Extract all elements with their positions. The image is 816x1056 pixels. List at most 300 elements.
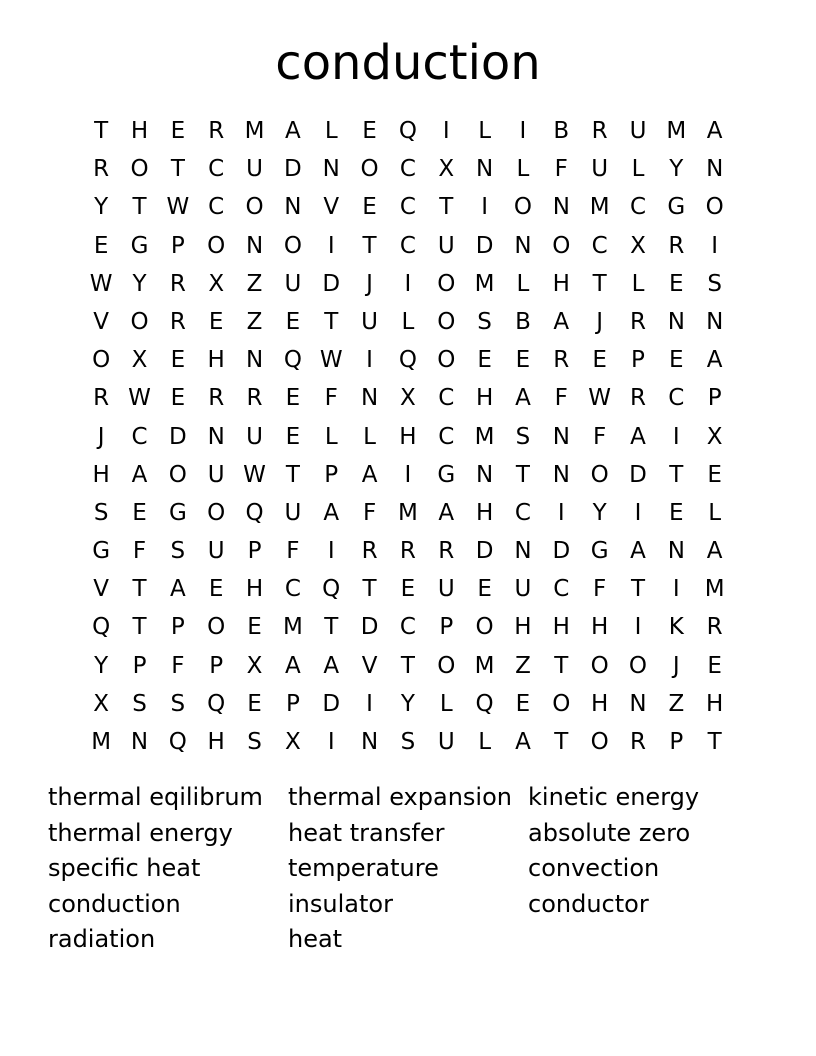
grid-cell[interactable]: H: [590, 690, 609, 717]
grid-cell[interactable]: P: [439, 614, 454, 641]
grid-cell[interactable]: Q: [245, 499, 264, 526]
grid-cell[interactable]: O: [207, 614, 226, 641]
grid-cell[interactable]: C: [399, 156, 416, 183]
grid-cell[interactable]: R: [553, 347, 570, 374]
grid-cell[interactable]: W: [166, 194, 190, 221]
grid-cell[interactable]: U: [629, 118, 647, 144]
grid-cell[interactable]: O: [437, 652, 456, 679]
grid-cell[interactable]: R: [438, 538, 455, 565]
grid-cell[interactable]: T: [707, 729, 722, 755]
grid-cell[interactable]: A: [361, 461, 378, 488]
grid-cell[interactable]: F: [286, 538, 300, 565]
grid-cell[interactable]: L: [478, 118, 492, 144]
grid-cell[interactable]: S: [132, 690, 147, 717]
grid-cell[interactable]: L: [516, 270, 530, 297]
grid-cell[interactable]: I: [442, 118, 450, 144]
word-bank-item: absolute zero: [528, 818, 691, 847]
grid-cell[interactable]: N: [360, 729, 379, 755]
grid-cell[interactable]: E: [669, 347, 684, 374]
grid-cell[interactable]: S: [515, 423, 531, 450]
grid-cell[interactable]: C: [438, 385, 455, 412]
grid-cell[interactable]: H: [590, 614, 609, 641]
grid-cell[interactable]: E: [285, 308, 301, 335]
grid-cell[interactable]: T: [515, 461, 530, 488]
grid-cell[interactable]: O: [207, 232, 226, 259]
grid-cell[interactable]: N: [514, 232, 532, 259]
grid-cell[interactable]: I: [404, 461, 412, 488]
grid-cell[interactable]: N: [629, 690, 647, 717]
grid-cell[interactable]: T: [324, 308, 339, 335]
grid-cell[interactable]: U: [246, 423, 263, 450]
grid-cell[interactable]: O: [705, 194, 724, 221]
grid-cell[interactable]: A: [131, 461, 148, 488]
grid-cell[interactable]: H: [207, 347, 225, 374]
grid-cell[interactable]: Z: [668, 690, 685, 717]
grid-cell[interactable]: U: [437, 729, 455, 755]
grid-cell[interactable]: I: [327, 538, 335, 565]
grid-cell[interactable]: M: [474, 423, 495, 450]
grid-cell[interactable]: R: [668, 232, 685, 259]
grid-cell[interactable]: U: [284, 499, 302, 526]
grid-cell[interactable]: Z: [246, 270, 263, 297]
grid-cell[interactable]: X: [706, 423, 723, 450]
grid-cell[interactable]: L: [439, 690, 453, 717]
grid-cell[interactable]: U: [591, 156, 609, 183]
grid-cell[interactable]: T: [669, 461, 684, 488]
grid-cell[interactable]: T: [362, 232, 377, 259]
grid-cell[interactable]: R: [93, 385, 110, 412]
grid-cell[interactable]: C: [284, 576, 301, 603]
grid-cell[interactable]: R: [208, 118, 225, 144]
grid-cell[interactable]: C: [399, 614, 416, 641]
grid-cell[interactable]: T: [554, 652, 569, 679]
grid-cell[interactable]: O: [130, 308, 149, 335]
grid-cell[interactable]: D: [552, 538, 571, 565]
grid-cell[interactable]: S: [170, 690, 186, 717]
grid-cell[interactable]: E: [208, 576, 224, 603]
grid-cell[interactable]: R: [629, 385, 646, 412]
grid-cell[interactable]: T: [400, 652, 415, 679]
grid-cell[interactable]: C: [438, 423, 455, 450]
grid-cell[interactable]: N: [130, 729, 149, 755]
grid-cell[interactable]: N: [360, 385, 379, 412]
grid-cell[interactable]: T: [132, 576, 147, 603]
grid-cell[interactable]: I: [711, 232, 719, 259]
grid-cell[interactable]: Y: [94, 194, 109, 221]
grid-cell[interactable]: C: [208, 194, 225, 221]
grid-cell[interactable]: C: [399, 232, 416, 259]
grid-cell[interactable]: D: [169, 423, 187, 450]
grid-cell[interactable]: O: [590, 461, 609, 488]
grid-cell[interactable]: O: [168, 461, 187, 488]
grid-cell[interactable]: T: [132, 614, 147, 641]
grid-cell[interactable]: G: [437, 461, 456, 488]
grid-cell[interactable]: N: [284, 194, 302, 221]
grid-cell[interactable]: U: [514, 576, 532, 603]
grid-cell[interactable]: X: [131, 347, 148, 374]
grid-cell[interactable]: P: [170, 232, 185, 259]
grid-cell[interactable]: J: [672, 652, 680, 679]
grid-cell[interactable]: D: [284, 156, 302, 183]
grid-cell[interactable]: G: [168, 499, 187, 526]
grid-cell[interactable]: F: [171, 652, 185, 679]
grid-cell[interactable]: J: [97, 423, 105, 450]
grid-cell[interactable]: E: [669, 270, 684, 297]
grid-cell[interactable]: O: [437, 270, 456, 297]
grid-cell[interactable]: E: [592, 347, 607, 374]
grid-cell[interactable]: M: [474, 270, 495, 297]
grid-cell[interactable]: E: [515, 347, 531, 374]
grid-cell[interactable]: U: [437, 576, 455, 603]
grid-cell[interactable]: X: [630, 232, 646, 259]
grid-cell[interactable]: C: [208, 156, 225, 183]
grid-cell[interactable]: M: [666, 118, 687, 144]
grid-cell[interactable]: O: [552, 232, 571, 259]
grid-cell[interactable]: R: [629, 308, 646, 335]
grid-cell[interactable]: N: [552, 194, 570, 221]
grid-cell[interactable]: M: [282, 614, 303, 641]
grid-cell[interactable]: S: [93, 499, 109, 526]
grid-cell[interactable]: O: [590, 652, 609, 679]
grid-cell[interactable]: E: [477, 347, 492, 374]
grid-cell[interactable]: M: [397, 499, 418, 526]
word-bank-item: kinetic energy: [528, 783, 700, 811]
grid-cell[interactable]: M: [474, 652, 495, 679]
grid-cell[interactable]: S: [247, 729, 262, 755]
grid-cell[interactable]: N: [245, 347, 264, 374]
grid-cell[interactable]: R: [591, 118, 608, 144]
grid-cell[interactable]: F: [554, 385, 568, 412]
grid-cell[interactable]: E: [285, 385, 301, 412]
grid-cell[interactable]: I: [327, 232, 335, 259]
grid-cell[interactable]: L: [401, 308, 415, 335]
grid-cell[interactable]: A: [706, 538, 723, 565]
grid-cell[interactable]: L: [478, 729, 492, 755]
grid-cell[interactable]: D: [360, 614, 379, 641]
grid-cell[interactable]: L: [516, 156, 530, 183]
grid-cell[interactable]: N: [514, 538, 532, 565]
grid-cell[interactable]: D: [475, 232, 494, 259]
grid-cell[interactable]: I: [557, 499, 565, 526]
grid-cell[interactable]: X: [400, 385, 416, 412]
grid-cell[interactable]: X: [208, 270, 225, 297]
grid-cell[interactable]: N: [667, 308, 685, 335]
grid-cell[interactable]: W: [319, 347, 343, 374]
grid-cell[interactable]: Y: [592, 499, 607, 526]
grid-cell[interactable]: D: [322, 690, 341, 717]
grid-cell[interactable]: G: [130, 232, 149, 259]
grid-cell[interactable]: T: [554, 729, 569, 755]
grid-cell[interactable]: T: [592, 270, 607, 297]
grid-cell[interactable]: H: [552, 270, 570, 297]
grid-cell[interactable]: O: [283, 232, 302, 259]
grid-cell[interactable]: R: [93, 156, 110, 183]
grid-cell[interactable]: Q: [168, 729, 187, 755]
grid-cell[interactable]: N: [207, 423, 225, 450]
grid-cell[interactable]: P: [170, 614, 185, 641]
word-bank-item: thermal energy: [48, 818, 233, 847]
grid-cell[interactable]: U: [437, 232, 455, 259]
grid-cell[interactable]: O: [513, 194, 532, 221]
grid-cell[interactable]: K: [668, 614, 684, 641]
grid-cell[interactable]: L: [363, 423, 376, 450]
grid-cell[interactable]: H: [475, 385, 494, 412]
grid-cell[interactable]: F: [132, 538, 147, 565]
grid-cell[interactable]: R: [706, 614, 723, 641]
word-bank-item: radiation: [48, 925, 156, 954]
grid-cell[interactable]: P: [324, 461, 339, 488]
grid-cell[interactable]: R: [361, 538, 378, 565]
grid-cell[interactable]: A: [630, 538, 646, 565]
grid-cell[interactable]: N: [706, 156, 724, 183]
grid-cell[interactable]: J: [596, 308, 604, 335]
grid-cell[interactable]: R: [399, 538, 416, 565]
grid-cell[interactable]: F: [362, 499, 377, 526]
grid-cell[interactable]: E: [400, 576, 416, 603]
word-bank-item: heat: [288, 925, 343, 954]
word-bank-item: insulator: [288, 889, 393, 918]
grid-cell[interactable]: R: [629, 729, 646, 755]
grid-cell[interactable]: I: [672, 423, 680, 450]
grid-cell[interactable]: P: [247, 538, 262, 565]
word-bank-item: thermal eqilibrum: [48, 783, 263, 811]
grid-cell[interactable]: O: [360, 156, 379, 183]
grid-cell[interactable]: T: [630, 576, 646, 603]
grid-cell[interactable]: E: [170, 347, 186, 374]
grid-cell[interactable]: E: [247, 690, 262, 717]
grid-cell[interactable]: E: [93, 232, 109, 259]
page-title: conduction: [275, 35, 541, 91]
grid-cell[interactable]: U: [361, 308, 378, 335]
grid-cell[interactable]: E: [170, 118, 186, 144]
grid-cell[interactable]: Q: [322, 576, 341, 603]
grid-cell[interactable]: F: [593, 423, 607, 450]
grid-cell[interactable]: E: [515, 690, 531, 717]
grid-cell[interactable]: W: [588, 385, 612, 412]
grid-cell[interactable]: A: [706, 347, 723, 374]
grid-cell[interactable]: R: [169, 308, 186, 335]
grid-cell[interactable]: T: [362, 576, 377, 603]
grid-cell[interactable]: S: [170, 538, 186, 565]
grid-cell[interactable]: O: [130, 156, 149, 183]
grid-cell[interactable]: O: [92, 347, 111, 374]
grid-cell[interactable]: Q: [398, 118, 417, 144]
grid-cell[interactable]: B: [515, 308, 531, 335]
grid-cell[interactable]: H: [130, 118, 149, 144]
grid-cell[interactable]: E: [170, 385, 186, 412]
grid-cell[interactable]: X: [285, 729, 301, 755]
grid-cell[interactable]: O: [590, 729, 609, 755]
grid-cell[interactable]: A: [285, 652, 301, 679]
grid-cell[interactable]: Z: [515, 652, 531, 679]
grid-cell[interactable]: F: [593, 576, 607, 603]
grid-cell[interactable]: E: [362, 118, 377, 144]
grid-cell[interactable]: E: [707, 461, 722, 488]
grid-cell[interactable]: S: [477, 308, 492, 335]
grid-cell[interactable]: C: [553, 576, 570, 603]
grid-cell[interactable]: T: [439, 194, 454, 221]
grid-cell[interactable]: Q: [207, 690, 226, 717]
grid-cell[interactable]: R: [246, 385, 263, 412]
grid-cell[interactable]: O: [475, 614, 494, 641]
grid-cell[interactable]: P: [209, 652, 224, 679]
grid-cell[interactable]: X: [438, 156, 455, 183]
grid-cell[interactable]: I: [481, 194, 488, 221]
grid-cell[interactable]: A: [515, 385, 531, 412]
grid-cell[interactable]: W: [89, 270, 113, 297]
grid-cell[interactable]: H: [706, 690, 724, 717]
grid-cell[interactable]: T: [170, 156, 185, 183]
grid-cell[interactable]: N: [706, 308, 724, 335]
grid-cell[interactable]: A: [323, 652, 340, 679]
grid-cell[interactable]: H: [245, 576, 264, 603]
grid-cell[interactable]: V: [361, 652, 378, 679]
grid-cell[interactable]: E: [285, 423, 301, 450]
grid-cell[interactable]: M: [91, 729, 112, 755]
grid-cell[interactable]: T: [285, 461, 300, 488]
grid-cell[interactable]: W: [128, 385, 151, 412]
grid-cell[interactable]: T: [324, 614, 339, 641]
grid-cell[interactable]: S: [400, 729, 416, 755]
grid-cell[interactable]: H: [207, 729, 225, 755]
grid-cell[interactable]: V: [93, 308, 110, 335]
grid-cell[interactable]: E: [477, 576, 492, 603]
grid-cell[interactable]: P: [631, 347, 645, 374]
grid-cell[interactable]: D: [629, 461, 647, 488]
grid-cell[interactable]: I: [366, 347, 373, 374]
grid-cell[interactable]: N: [322, 156, 340, 183]
grid-cell[interactable]: M: [589, 194, 610, 221]
grid-cell[interactable]: N: [667, 538, 685, 565]
word-bank-item: thermal expansion: [288, 783, 512, 811]
word-bank-item: conduction: [48, 889, 181, 918]
grid-cell[interactable]: H: [399, 423, 417, 450]
grid-cell[interactable]: O: [552, 690, 571, 717]
grid-cell[interactable]: Z: [246, 308, 263, 335]
grid-cell[interactable]: P: [285, 690, 300, 717]
grid-cell[interactable]: A: [630, 423, 646, 450]
grid-cell[interactable]: S: [707, 270, 722, 297]
grid-cell[interactable]: Y: [132, 270, 147, 297]
grid-cell[interactable]: P: [707, 385, 722, 412]
grid-cell[interactable]: U: [246, 156, 263, 183]
grid-cell[interactable]: Q: [398, 347, 417, 374]
grid-cell[interactable]: D: [322, 270, 341, 297]
grid-cell[interactable]: H: [475, 499, 494, 526]
grid-cell[interactable]: O: [437, 347, 456, 374]
grid-cell[interactable]: E: [132, 499, 147, 526]
grid-cell[interactable]: E: [362, 194, 377, 221]
grid-cell[interactable]: M: [704, 576, 725, 603]
grid-cell[interactable]: G: [667, 194, 686, 221]
grid-cell[interactable]: L: [631, 270, 645, 297]
grid-cell[interactable]: H: [552, 614, 570, 641]
grid-cell[interactable]: A: [169, 576, 186, 603]
grid-cell[interactable]: W: [243, 461, 266, 488]
grid-cell[interactable]: I: [404, 270, 412, 297]
grid-cell[interactable]: T: [132, 194, 147, 221]
grid-cell[interactable]: C: [514, 499, 531, 526]
grid-cell[interactable]: A: [515, 729, 531, 755]
grid-cell[interactable]: L: [708, 499, 722, 526]
grid-cell[interactable]: Q: [92, 614, 111, 641]
grid-cell[interactable]: Q: [475, 690, 494, 717]
grid-cell[interactable]: A: [438, 499, 455, 526]
grid-cell[interactable]: E: [669, 499, 684, 526]
grid-cell[interactable]: P: [132, 652, 147, 679]
grid-cell[interactable]: B: [553, 118, 570, 144]
grid-cell[interactable]: I: [519, 118, 527, 144]
grid-cell[interactable]: N: [476, 461, 494, 488]
grid-cell[interactable]: R: [208, 385, 225, 412]
grid-cell[interactable]: E: [208, 308, 224, 335]
grid-cell[interactable]: A: [553, 308, 570, 335]
grid-cell[interactable]: F: [554, 156, 568, 183]
grid-cell[interactable]: T: [94, 118, 109, 144]
word-bank-item: convection: [528, 854, 660, 883]
grid-cell[interactable]: F: [324, 385, 338, 412]
grid-cell[interactable]: C: [399, 194, 416, 221]
grid-cell[interactable]: P: [669, 729, 684, 755]
grid-cell[interactable]: I: [366, 690, 373, 717]
grid-cell[interactable]: L: [324, 423, 338, 450]
grid-cell[interactable]: U: [207, 461, 225, 488]
grid-cell[interactable]: J: [366, 270, 373, 297]
grid-cell[interactable]: V: [93, 576, 110, 603]
grid-cell[interactable]: G: [92, 538, 111, 565]
grid-cell[interactable]: X: [93, 690, 110, 717]
grid-cell[interactable]: Y: [400, 690, 415, 717]
grid-cell[interactable]: C: [668, 385, 685, 412]
grid-cell[interactable]: H: [514, 614, 532, 641]
grid-cell[interactable]: D: [475, 538, 494, 565]
grid-cell[interactable]: I: [327, 729, 335, 755]
grid-cell[interactable]: O: [245, 194, 264, 221]
grid-cell[interactable]: C: [629, 194, 647, 221]
grid-cell[interactable]: O: [437, 308, 456, 335]
grid-cell[interactable]: I: [672, 576, 680, 603]
grid-cell[interactable]: Q: [283, 347, 302, 374]
grid-cell[interactable]: C: [591, 232, 608, 259]
grid-cell[interactable]: N: [245, 232, 264, 259]
grid-cell[interactable]: N: [476, 156, 494, 183]
grid-cell[interactable]: X: [246, 652, 263, 679]
grid-cell[interactable]: E: [707, 652, 722, 679]
grid-cell[interactable]: R: [169, 270, 186, 297]
grid-cell[interactable]: U: [207, 538, 225, 565]
grid-cell[interactable]: L: [324, 118, 338, 144]
grid-cell[interactable]: M: [244, 118, 265, 144]
grid-cell[interactable]: I: [634, 499, 642, 526]
grid-cell[interactable]: N: [552, 423, 570, 450]
grid-cell[interactable]: H: [92, 461, 110, 488]
grid-cell[interactable]: N: [552, 461, 570, 488]
grid-cell[interactable]: O: [628, 652, 648, 679]
grid-cell[interactable]: O: [207, 499, 226, 526]
grid-cell[interactable]: Y: [669, 156, 684, 183]
grid-cell[interactable]: C: [131, 423, 148, 450]
grid-cell[interactable]: Y: [94, 652, 109, 679]
grid-cell[interactable]: U: [284, 270, 302, 297]
grid-cell[interactable]: I: [634, 614, 642, 641]
grid-cell[interactable]: A: [706, 118, 723, 144]
grid-cell[interactable]: G: [590, 538, 609, 565]
grid-cell[interactable]: E: [247, 614, 262, 641]
grid-cell[interactable]: L: [631, 156, 645, 183]
grid-cell[interactable]: A: [323, 499, 340, 526]
grid-cell[interactable]: A: [285, 118, 301, 144]
grid-cell[interactable]: V: [323, 194, 340, 221]
